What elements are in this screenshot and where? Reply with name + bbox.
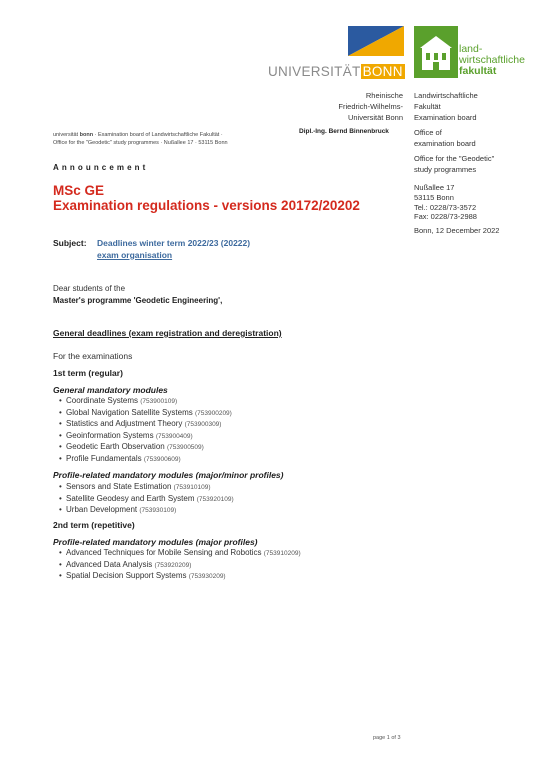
university-wordmark: UNIVERSITÄT BONN: [268, 64, 403, 79]
list-item: • Advanced Data Analysis (753920209): [59, 560, 301, 572]
list-item: • Spatial Decision Support Systems (753930209): [59, 571, 301, 583]
group-heading-general: General mandatory modules: [53, 385, 168, 395]
university-address-block: Rheinische Friedrich-Wilhelms- Universität Bonn: [338, 91, 403, 122]
office-study-programmes: Office for the "Geodetic" study programmes: [414, 154, 495, 174]
faculty-logo: [414, 26, 526, 78]
faculty-wordmark: land- wirtschaftliche fakultät: [459, 43, 525, 77]
contact-address: Nußallee 17 53115 Bonn Tel.: 0228/73-3572 Fax: 0228/73-2988: [414, 183, 477, 222]
subject-text: Deadlines winter term 2022/23 (20222) exam organisation: [97, 238, 251, 260]
university-logo: [268, 26, 404, 78]
office-block: Office of examination board: [414, 128, 476, 148]
list-item: • Profile Fundamentals (753900609): [59, 454, 232, 466]
module-list-profile: [59, 482, 234, 517]
list-item: • Statistics and Adjustment Theory (753900309): [59, 419, 232, 431]
greeting-line: Dear students of the: [53, 284, 126, 293]
faculty-building-icon: [414, 26, 458, 78]
announcement-label: Announcement: [53, 163, 149, 172]
greeting-programme: Master's programme 'Geodetic Engineering',: [53, 296, 223, 305]
list-item: • Sensors and State Estimation (753910109): [59, 482, 234, 494]
list-item: • Advanced Techniques for Mobile Sensing and Robotics (753910209): [59, 548, 301, 560]
letter-date: Bonn, 12 December 2022: [414, 226, 500, 235]
list-item: • Geoinformation Systems (753900409): [59, 431, 232, 443]
for-examinations-text: For the examinations: [53, 351, 133, 361]
title-programme: MSc GE: [53, 183, 105, 198]
faculty-address-block: Landwirtschaftliche Fakultät Examination board: [414, 91, 478, 122]
term-heading-2: 2nd term (repetitive): [53, 520, 135, 530]
module-list-general: [59, 396, 232, 465]
group-heading-profile-major: Profile-related mandatory modules (major profiles): [53, 537, 258, 547]
general-deadlines-heading: General deadlines (exam registration and deregistration): [53, 328, 282, 338]
subject-label: Subject:: [53, 238, 87, 248]
list-item: • Coordinate Systems (753900109): [59, 396, 232, 408]
list-item: • Urban Development (753930109): [59, 505, 234, 517]
sender-line: universität bonn · Examination board of Landwirtschaftliche Fakultät · Office for the "Geodetic" study programmes · Nußallee 17 · 53115 Bonn: [53, 132, 228, 146]
term-heading-1: 1st term (regular): [53, 368, 123, 378]
title-regulations: Examination regulations - versions 20172/20202: [53, 198, 360, 213]
module-list-major: [59, 548, 301, 583]
list-item: • Geodetic Earth Observation (753900509): [59, 442, 232, 454]
list-item: • Global Navigation Satellite Systems (753900209): [59, 408, 232, 420]
signer-name: Dipl.-Ing. Bernd Binnenbruck: [299, 128, 389, 135]
list-item: • Satellite Geodesy and Earth System (753920109): [59, 494, 234, 506]
page-number: page 1 of 3: [373, 735, 401, 741]
group-heading-profile-major-minor: Profile-related mandatory modules (major/minor profiles): [53, 470, 284, 480]
